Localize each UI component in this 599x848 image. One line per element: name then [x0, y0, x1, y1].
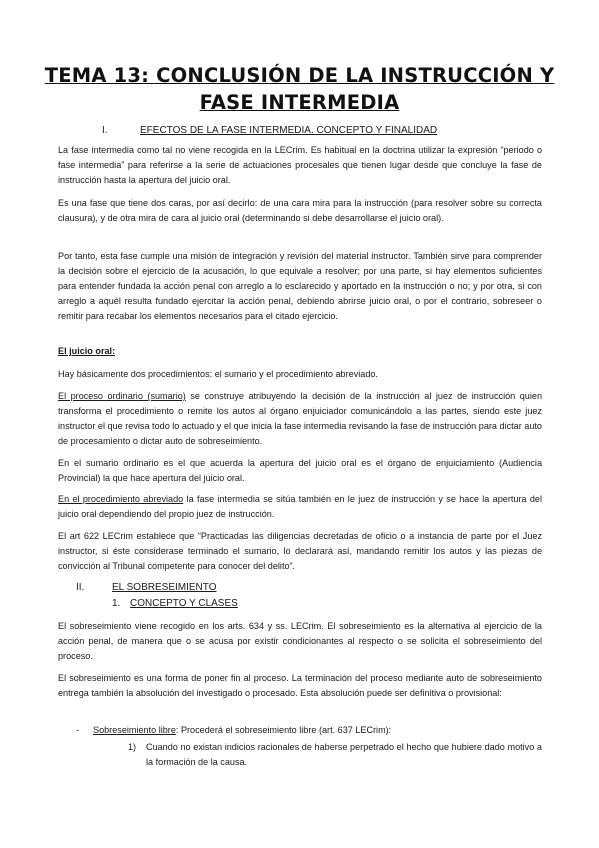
- paragraph: Hay básicamente dos procedimientos: el sumario y el procedimiento abreviado.: [58, 369, 378, 379]
- paragraph: Por tanto, esta fase cumple una misión de integración y revisión del material instructor. También sirve para comprender la decisión sobre el ejercicio de la acusación, lo que equivale a resolver; por una parte, si hay elementos suficientes para entender fundada la acción penal con arreglo a lo esclarecido y aportado en la instrucción o no; y por otra, si con arreglo a aquél resulta fundado ejercitar la acción penal, debiendo abrirse juicio oral, o por el contrario, sobreseer o remitir para recabar los elementos necesarios para el citado ejercicio.: [58, 251, 542, 321]
- paragraph: El art 622 LECrim establece que “Practicadas las diligencias decretadas de oficio o a instancia de parte por el Juez instructor, si éste considerase terminado el sumario, lo declarará así, mandando remitir los autos y las piezas de convicción al Tribunal competente para conocer del delito”.: [58, 531, 542, 571]
- section-label: EFECTOS DE LA FASE INTERMEDIA. CONCEPTO Y FINALIDAD: [140, 125, 438, 136]
- paragraph: Es una fase que tiene dos caras, por así decirlo: de una cara mira para la instrucción (para resolver sobre su correcta clausura), y de otra mira de cara al juicio oral (determinando si debe desarrollarse el juicio oral).: [58, 198, 542, 223]
- page-title: TEMA 13: CONCLUSIÓN DE LA INSTRUCCIÓN Y FASE INTERMEDIA: [44, 64, 555, 114]
- subsection-label: CONCEPTO Y CLASES: [130, 598, 238, 609]
- list-item: [76, 723, 542, 738]
- item-number: 1): [128, 742, 137, 752]
- section-heading-2: [76, 581, 376, 595]
- list-item-text: : Procederá el sobreseimiento libre (art. 637 LECrim):: [175, 725, 392, 735]
- paragraph-lead: En el procedimiento abreviado: [58, 494, 184, 504]
- paragraph: La fase intermedia como tal no viene recogida en la LECrim. Es habitual en la doctrina utilizar la expresión “periodo o fase intermedia” para referirse a la serie de actuaciones procesales que tienen lugar desde que concluye la fase de instrucción hasta la apertura del juicio oral.: [58, 145, 542, 185]
- section-label: EL SOBRESEIMIENTO: [112, 582, 217, 593]
- paragraph: [58, 492, 542, 522]
- subsection-heading: [112, 597, 412, 611]
- item-text: Cuando no existan indicios racionales de haberse perpetrado el hecho que hubiere dado motivo a la formación de la causa.: [146, 742, 542, 767]
- section-number: II.: [76, 582, 85, 593]
- paragraph-lead: El proceso ordinario (sumario): [58, 391, 186, 401]
- list-item-lead: Sobreseimiento libre: [93, 725, 176, 735]
- paragraph-text: se construye atribuyendo la decisión de la instrucción al juez de instrucción quien transforma el procedimiento o remite los autos al órgano enjuiciador comunicándolo a las partes, siendo este juez instructor el que revisa todo lo actuado y el que inicia la fase intermedia revisando la fase de instrucción para dictar auto de procesamiento o dictar auto de sobreseimiento.: [58, 391, 542, 446]
- subsection-number: 1.: [112, 598, 121, 609]
- section-number: I.: [102, 125, 108, 136]
- paragraph: El sobreseimiento es una forma de poner fin al proceso. La terminación del proceso mediante auto de sobreseimiento entrega también la absolución del investigado o procesado. Esta absolución puede ser definitiva o provisional:: [58, 673, 542, 698]
- subheading-juicio-oral: El juicio oral:: [58, 346, 116, 356]
- section-heading-1: [102, 124, 522, 138]
- paragraph-text: la fase intermedia se sitúa también en le juez de instrucción y se hace la apertura del juicio oral dependiendo del propio juez de instrucción.: [58, 494, 542, 519]
- paragraph: [58, 389, 542, 449]
- bullet-dash: -: [76, 725, 80, 735]
- paragraph: El sobreseimiento viene recogido en los arts. 634 y ss. LECrim. El sobreseimiento es la alternativa al ejercicio de la acción penal, de manera que o se acusa por existir condicionantes al respecto o se solicita el sobreseimiento del proceso.: [58, 621, 542, 661]
- paragraph: En el sumario ordinario es el que acuerda la apertura del juicio oral es el órgano de enjuiciamiento (Audiencia Provincial) la que hace apertura del juicio oral.: [58, 458, 542, 483]
